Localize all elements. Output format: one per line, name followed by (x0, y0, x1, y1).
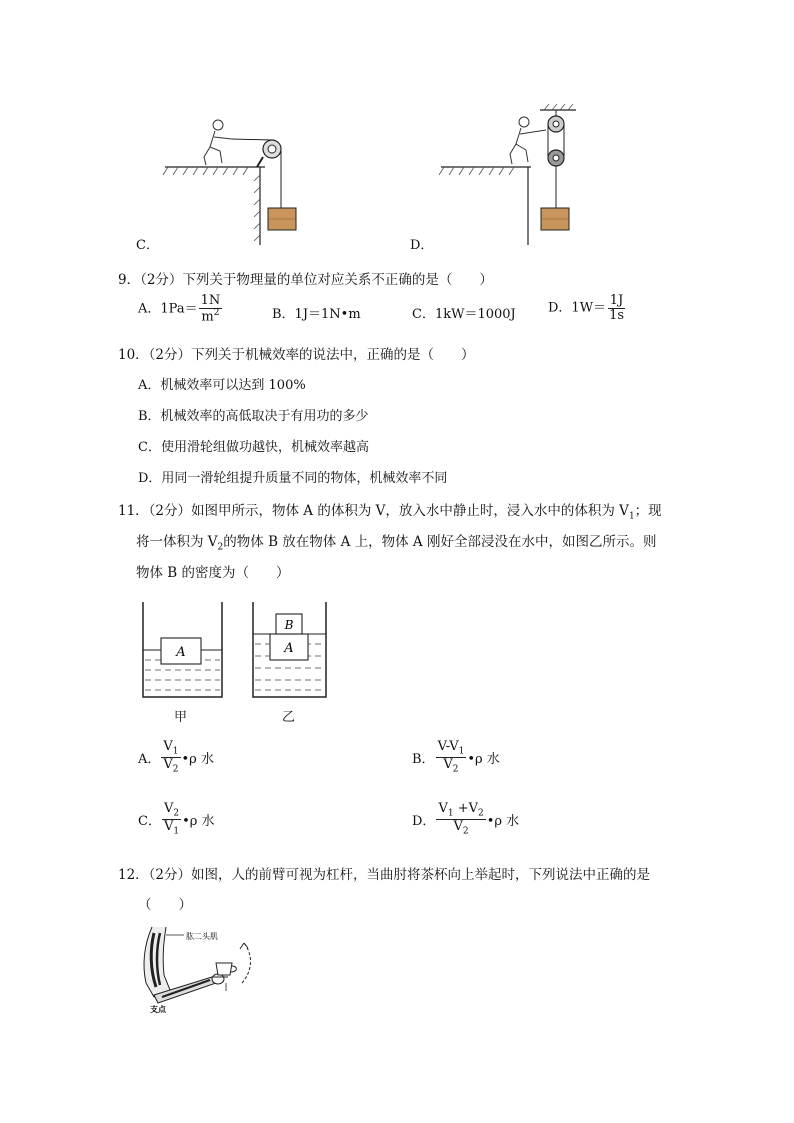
block-a-yi: A (284, 641, 294, 656)
figure-beaker-jia (140, 600, 225, 700)
q11-stem-line3: 物体 B 的密度为（ ） (136, 565, 290, 581)
block-a-jia: A (176, 645, 186, 660)
q9-option-d: D．1W＝ $\frac{1J}{1s}$ (548, 293, 625, 323)
muscle-label: 肱二头肌 (186, 932, 218, 941)
q9-option-b: B．1J＝1N•m (272, 307, 361, 322)
q10-stem: 10．（2分）下列关于机械效率的说法中，正确的是（ ） (118, 347, 475, 363)
q12-stem-paren: （ ） (138, 897, 192, 913)
figure-label-yi: 乙 (282, 710, 296, 725)
q9-option-c: C．1kW＝1000J (412, 307, 516, 322)
q10-option-c: C．使用滑轮组做功越快，机械效率越高 (138, 440, 369, 455)
figure-label-jia: 甲 (174, 710, 188, 725)
figure-d-pulley (436, 100, 586, 255)
q10-option-a: A．机械效率可以达到 100% (138, 378, 306, 393)
q11-option-a: A． $\frac{V_1}{V_2}$ •ρ 水 (138, 739, 214, 775)
block-b-yi: B (284, 618, 294, 632)
q11-option-d: D． $\frac{V_1 +V_2}{V_2}$ •ρ 水 (412, 801, 520, 837)
figure-beaker-yi (250, 600, 330, 700)
figure-forearm-lever (132, 925, 272, 1015)
q11-stem-line1: 11．（2分）如图甲所示，物体 A 的体积为 V，放入水中静止时，浸入水中的体积为 $V_1$；现 (118, 503, 662, 522)
q10-option-b: B．机械效率的高低取决于有用功的多少 (138, 409, 369, 424)
q12-stem: 12．（2分）如图，人的前臂可视为杠杆，当曲肘将茶杯向上举起时，下列说法中正确的是 (118, 867, 651, 883)
q9-option-a: A．1Pa＝ $\frac{1N}{m^2}$ (138, 293, 221, 324)
q10-option-d: D．用同一滑轮组提升质量不同的物体，机械效率不同 (138, 471, 448, 486)
q9-stem: 9．（2分）下列关于物理量的单位对应关系不正确的是（ ） (118, 272, 493, 288)
figure-c-label: C． (136, 238, 159, 253)
figure-c-pulley (160, 105, 310, 255)
q11-option-c: C． $\frac{V_2}{V_1}$ •ρ 水 (138, 801, 215, 837)
q11-stem-line2: 将一体积为 $V_2$的物体 B 放在物体 A 上，物体 A 刚好全部浸没在水中，如图乙所示。则 (136, 534, 657, 553)
q11-option-b: B． $\frac{V-V_1}{V_2}$ •ρ 水 (412, 739, 500, 775)
figure-d-label: D． (410, 238, 434, 253)
fulcrum-label: 支点 (150, 1004, 166, 1014)
